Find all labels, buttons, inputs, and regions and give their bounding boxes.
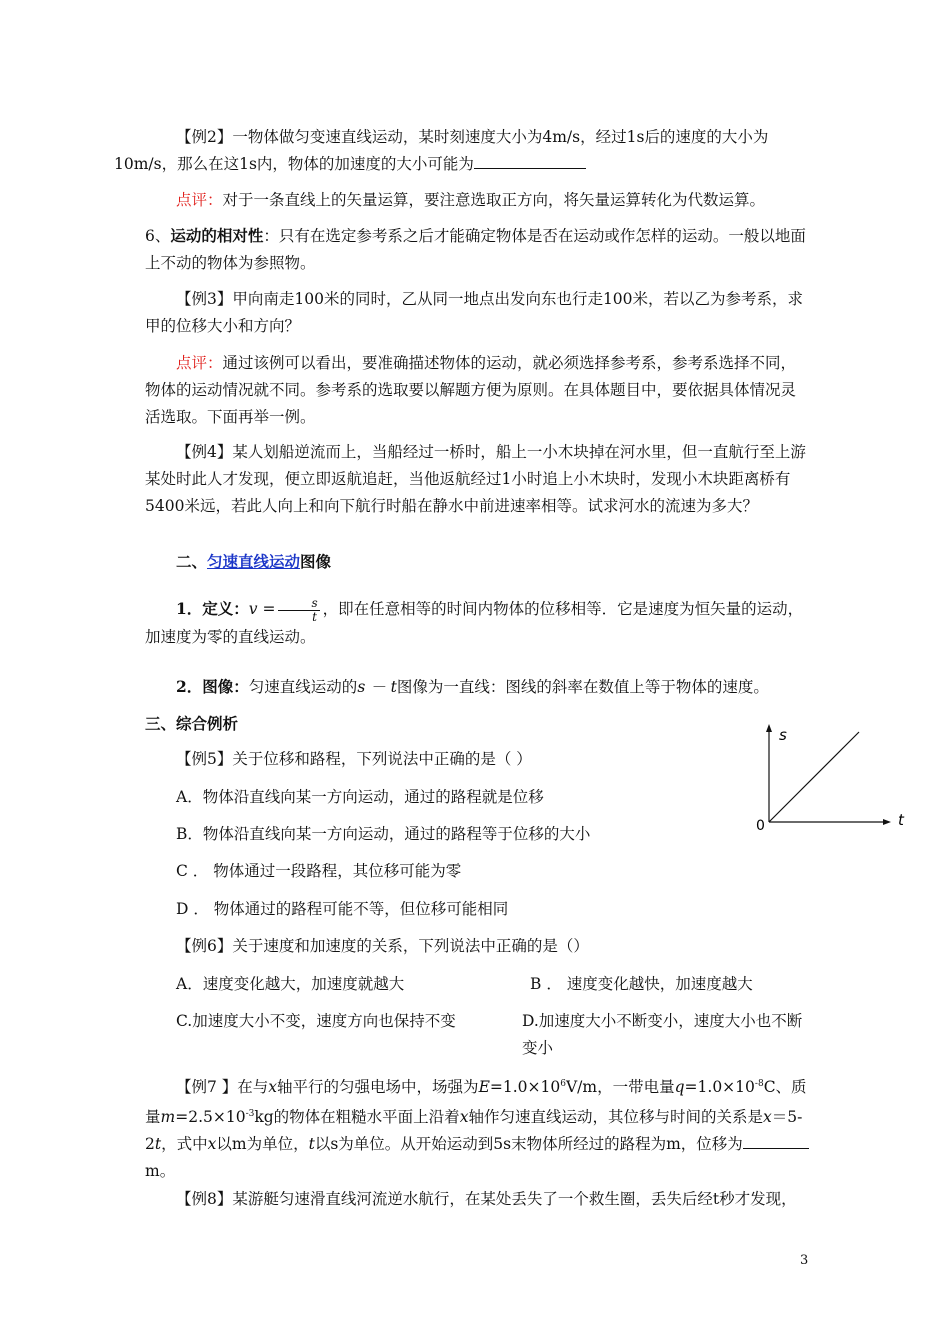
example-2-line1: 【例2】一物体做匀变速直线运动，某时刻速度大小为4m/s，经过1s后的速度的大小为	[176, 128, 769, 146]
section-6-title: 运动的相对性	[170, 226, 264, 245]
comment-text: 通过该例可以看出，要准确描述物体的运动，就必须选择参考系，参考系选择不同，物体的运动情况就不同。参考系的选取要以解题方便为原则。在具体题目中，要依据具体情况灵活选取。下面再举一例。	[145, 354, 797, 426]
example-2	[114, 124, 810, 178]
heading-comprehensive: 三、综合例析	[145, 714, 239, 733]
comment-label: 点评：	[176, 191, 223, 209]
comment-label: 点评：	[176, 354, 223, 372]
section-6-text: ：只有在选定参考系之后才能确定物体是否在运动或作怎样的运动。一般以地面上不动的物体为参照物。	[145, 227, 806, 272]
example-6-option-c[interactable]: C.加速度大小不变，速度方向也保持不变	[176, 1012, 456, 1030]
example-6-stem: 【例6】关于速度和加速度的关系，下列说法中正确的是（）	[176, 937, 589, 955]
example-5-option-c[interactable]: C ． 物体通过一段路程，其位移可能为零	[176, 862, 462, 880]
velocity-fraction: $\frac{s}{t}$	[278, 597, 319, 624]
comment-2	[145, 350, 810, 431]
example-2-line2: 10m/s，那么在这1s内，物体的加速度的大小可能为	[114, 155, 474, 173]
answer-blank[interactable]	[474, 152, 586, 169]
example-3: 【例3】甲向南走100米的同时，乙从同一地点出发向东也行走100米，若以乙为参考系，求甲的位移大小和方向？	[145, 290, 804, 335]
t-axis-label: t	[898, 811, 904, 829]
definition-text: ，即在任意相等的时间内物体的位移相等．它是速度为恒矢量的运动，加速度为零的直线运动。	[145, 600, 804, 646]
example-5-stem: 【例5】关于位移和路程，下列说法中正确的是（ ）	[176, 750, 532, 768]
section-6: 6、运动的相对性：只有在选定参考系之后才能确定物体是否在运动或作怎样的运动。一般以地面上不动的物体为参照物。	[145, 226, 806, 272]
s-t-line	[769, 732, 859, 822]
s-t-graph	[752, 722, 902, 837]
heading-uniform-motion: 二、匀速直线运动图像	[176, 552, 332, 571]
origin-label: 0	[756, 818, 765, 834]
comment-text: 对于一条直线上的矢量运算，要注意选取正方向，将矢量运算转化为代数运算。	[222, 191, 766, 209]
s-axis-label: s	[779, 726, 787, 744]
graph-definition: 2．图像：匀速直线运动的s － t图像为一直线：图线的斜率在数值上等于物体的速度。	[176, 677, 769, 696]
definition-label: 1．定义：	[176, 599, 249, 618]
s-axis-arrow	[766, 724, 772, 732]
example-6-option-b[interactable]: B ． 速度变化越快，加速度越大	[530, 975, 753, 993]
example-7: 【例7 】在与x轴平行的匀强电场中，场强为$E=1.0\times 10^6V/m$，一带电量$q=1.0\times 10^{-8}C$、质量$m=2.5\times 10^{-3}kg$的物体在粗糙水平面上沿着x轴作匀速直线运动，其位移与时间的关系是x＝5-2t，式中x以m为单位，t以s为单位。从开始运动到5s末物体所经过的路程为m，位移为m。	[145, 1071, 810, 1185]
example-5-option-b[interactable]: B．物体沿直线向某一方向运动，通过的路程等于位移的大小	[176, 825, 591, 843]
example-6-option-d-part[interactable]: D.加速度大小不断变小，速度大小也不断变小	[522, 1012, 803, 1057]
example-5-option-d[interactable]: D ． 物体通过的路程可能不等，但位移可能相同	[176, 900, 509, 918]
uniform-motion-link[interactable]: 匀速直线运动	[207, 552, 301, 571]
t-axis-arrow	[883, 819, 891, 825]
definition: 1．定义：v = $\frac{s}{t}$ ，即在任意相等的时间内物体的位移相等．它是速度为恒矢量的运动，加速度为零的直线运动。	[145, 595, 804, 646]
displacement-blank[interactable]	[743, 1132, 809, 1149]
example-8: 【例8】某游艇匀速滑直线河流逆水航行，在某处丢失了一个救生圈，丢失后经t秒才发现，	[176, 1190, 797, 1208]
example-4: 【例4】某人划船逆流而上，当船经过一桥时，船上一小木块掉在河水里，但一直航行至上游某处时此人才发现，便立即返航追赶，当他返航经过1小时追上小木块时，发现小木块距离桥有5400米远，若此人向上和向下航行时船在静水中前进速率相等。试求河水的流速为多大？	[145, 443, 806, 515]
page-number: 3	[800, 1253, 809, 1268]
comment-1	[145, 187, 810, 214]
example-5-option-a[interactable]: A．物体沿直线向某一方向运动，通过的路程就是位移	[176, 788, 544, 806]
example-6-option-a[interactable]: A．速度变化越大，加速度就越大	[176, 975, 405, 993]
